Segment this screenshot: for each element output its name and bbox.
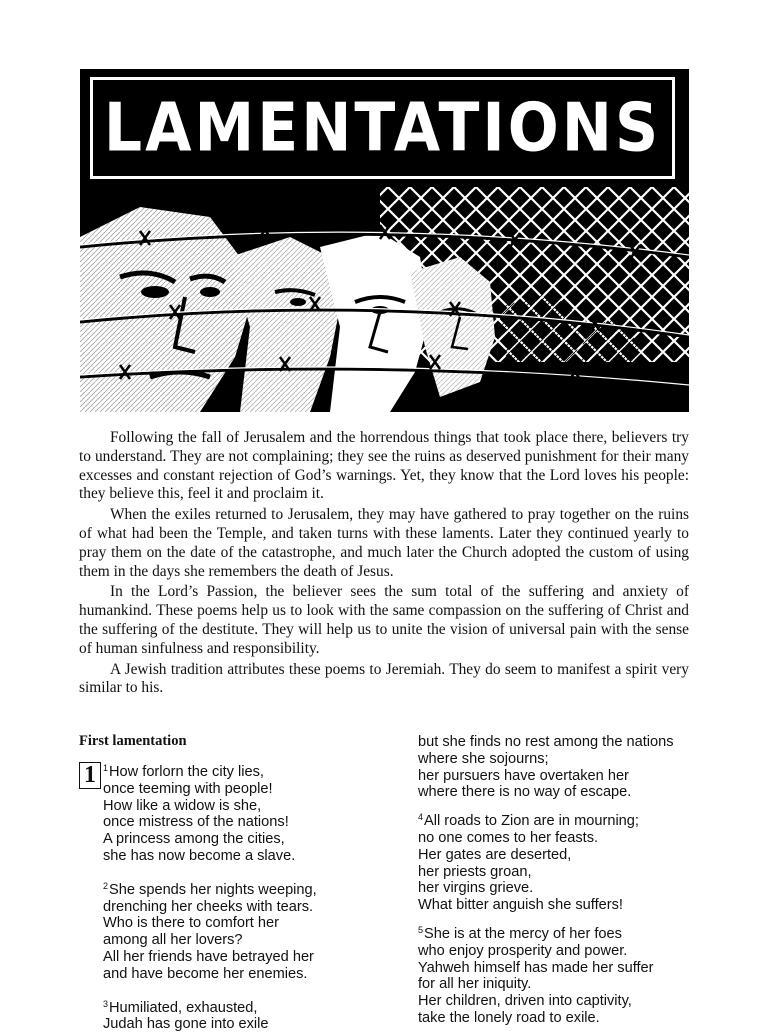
title-banner	[80, 69, 689, 412]
verse-line: where there is no way of escape.	[418, 784, 632, 801]
verse-line: she has now become a slave.	[103, 847, 296, 864]
verse-line: who enjoy prosperity and power.	[418, 942, 628, 959]
verse-line: her priests groan,	[418, 863, 532, 880]
verse-line: where she sojourns;	[418, 750, 549, 767]
verse-line: but she finds no rest among the nations	[418, 734, 674, 750]
verse-line: $^2$She spends her nights weeping,	[103, 880, 317, 898]
verse	[418, 734, 674, 801]
verse-line: Judah has gone into exile	[103, 1016, 269, 1033]
verse-line: $^3$Humiliated, exhausted,	[103, 998, 258, 1016]
verse	[418, 922, 674, 1027]
verse-line: once mistress of the nations!	[103, 814, 289, 831]
verse-line: What bitter anguish she suffers!	[418, 897, 623, 914]
verse	[103, 878, 317, 983]
verse-number: 4	[418, 812, 424, 823]
book-title: LAMENTATIONS	[103, 88, 662, 168]
verse-line: Her children, driven into captivity,	[418, 993, 632, 1010]
verse	[418, 809, 674, 914]
verse-line: Who is there to comfort her	[103, 915, 280, 932]
verse-line: and have become her enemies.	[103, 965, 308, 982]
verse-line: A princess among the cities,	[103, 831, 285, 848]
illustration-faces-behind-barbed-wire	[80, 187, 689, 412]
verse-number: 1	[103, 763, 109, 773]
intro-paragraph: Following the fall of Jerusalem and the horrendous things that took place there, believers try to understand. They are not complaining; they see the ruins as deserved punishment for their many excesses and constant rejection of God’s warnings. Yet, they know that the Lord loves his people: they believe this, feel it and proclaim it.	[79, 429, 689, 503]
verse-line: no one comes to her feasts.	[418, 829, 599, 846]
verse-line: Yahweh himself has made her suffer	[418, 959, 654, 976]
verse-line: take the lonely road to exile.	[418, 1009, 600, 1026]
section-heading: First lamentation	[79, 733, 187, 749]
verse-line: drenching her cheeks with tears.	[103, 898, 314, 915]
verse	[103, 760, 317, 865]
verse-line: $^1$How forlorn the city lies,	[103, 763, 264, 780]
verse-line: $^5$She is at the mercy of her foes	[418, 924, 622, 942]
verse-line: Her gates are deserted,	[418, 846, 572, 863]
verse-line: among all her lovers?	[103, 932, 243, 949]
introduction	[79, 429, 689, 700]
intro-paragraph: In the Lord’s Passion, the believer sees the sum total of the suffering and anxiety of humankind. These poems help us to look with the same compassion on the suffering of Christ and the suffering of the destitute. They will help us to unite the vision of universal pain with the sense of human sinfulness and responsibility.	[79, 583, 689, 657]
verse-number: 5	[418, 924, 424, 935]
verses-right-column	[418, 734, 674, 1027]
verse-number: 3	[103, 998, 109, 1009]
title-frame	[90, 77, 675, 179]
verses-left-column	[103, 760, 317, 1033]
verse-line: once teeming with people!	[103, 780, 273, 797]
verse	[103, 996, 317, 1033]
verse-line: her virgins grieve.	[418, 880, 534, 897]
verse-number: 2	[103, 880, 109, 891]
chapter-number: 1	[79, 762, 101, 789]
intro-paragraph: When the exiles returned to Jerusalem, they may have gathered to pray together on the ruins of what had been the Temple, and taken turns with these laments. Later they continued yearly to pray them on the date of the catastrophe, and much later the Church adopted the custom of using them in the days she remembers the death of Jesus.	[79, 506, 689, 580]
verse-line: her pursuers have overtaken her	[418, 767, 629, 784]
verse-line: for all her iniquity.	[418, 976, 532, 993]
verse-line: How like a widow is she,	[103, 797, 262, 814]
verse-line: $^4$All roads to Zion are in mourning;	[418, 812, 639, 830]
intro-paragraph: A Jewish tradition attributes these poems to Jeremiah. They do seem to manifest a spirit very similar to his.	[79, 660, 689, 697]
verse-line: All her friends have betrayed her	[103, 948, 314, 965]
